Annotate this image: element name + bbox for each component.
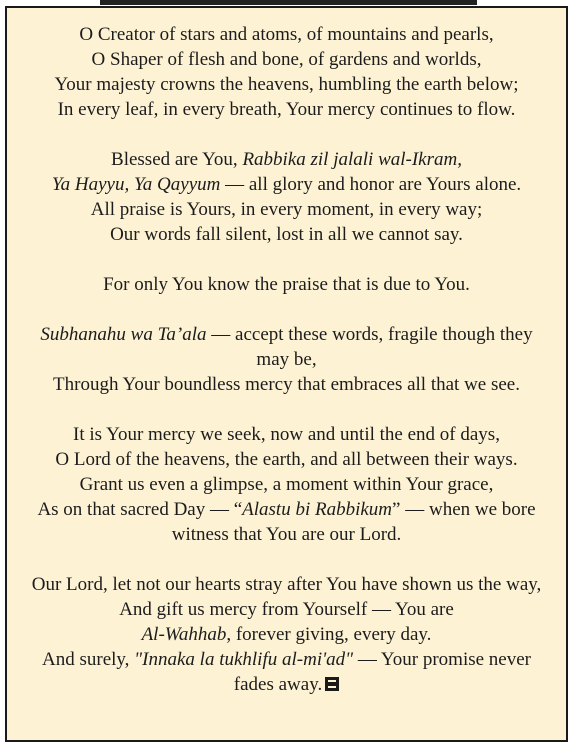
- poem-line: O Lord of the heavens, the earth, and all between their ways.: [55, 449, 518, 470]
- poem-text: , forever giving, every day.: [226, 624, 432, 645]
- stanza-3: [7, 272, 566, 297]
- poem-line: [7, 622, 566, 647]
- top-divider-bar: [100, 0, 477, 5]
- poem-line: In every leaf, in every breath, Your mercy continues to flow.: [57, 99, 516, 120]
- poem-text-italic: Ya Hayyu, Ya Qayyum: [51, 174, 221, 195]
- poem-text: And surely,: [42, 649, 135, 670]
- end-of-text-icon: [325, 677, 339, 691]
- poem-text: — all glory and honor are Yours alone.: [220, 174, 522, 195]
- poem-text-italic: "Innaka la tukhlifu al-mi'ad": [134, 649, 354, 670]
- poem-line: Grant us even a glimpse, a moment within Your grace,: [79, 474, 494, 495]
- poem-text: ” — when we bore witness that You are our Lord.: [171, 499, 536, 545]
- poem-line: For only You know the praise that is due to You.: [103, 274, 470, 295]
- poem-line: O Creator of stars and atoms, of mountains and pearls,: [79, 24, 494, 45]
- poem-line: Your majesty crowns the heavens, humbling the earth below;: [54, 74, 519, 95]
- stanza-4: [7, 322, 566, 397]
- poem-line: [7, 147, 566, 172]
- poem-line: [7, 172, 566, 197]
- poem-line: All praise is Yours, in every moment, in every way;: [90, 199, 483, 220]
- stanza-6: [7, 572, 566, 697]
- poem-text-italic: Al-Wahhab: [141, 624, 227, 645]
- poem-text: Blessed are You,: [111, 149, 243, 170]
- poem-text: — Your promise never fades away.: [233, 649, 531, 695]
- poem-line: Our words fall silent, lost in all we cannot say.: [110, 224, 463, 245]
- poem-text-italic: Alastu bi Rabbikum: [242, 499, 393, 520]
- poem-box: [5, 6, 568, 742]
- poem-line: And gift us mercy from Yourself — You are: [119, 599, 454, 620]
- poem-line: [7, 497, 566, 547]
- poem-text: As on that sacred Day — “: [37, 499, 243, 520]
- stanza-5: [7, 422, 566, 547]
- poem-line: [7, 322, 566, 372]
- poem-text-italic: Rabbika zil jalali wal-Ikram,: [242, 149, 462, 170]
- poem-text-italic: Subhanahu wa Ta’ala: [40, 324, 207, 345]
- poem-text: — accept these words, fragile though they may be,: [206, 324, 533, 370]
- poem-line: O Shaper of flesh and bone, of gardens and worlds,: [91, 49, 482, 70]
- poem-line: It is Your mercy we seek, now and until the end of days,: [73, 424, 500, 445]
- stanza-2: [7, 147, 566, 247]
- poem-line: [7, 647, 566, 697]
- poem-line: Through Your boundless mercy that embraces all that we see.: [53, 374, 520, 395]
- poem-line: Our Lord, let not our hearts stray after You have shown us the way,: [31, 574, 542, 595]
- stanza-1: [7, 22, 566, 122]
